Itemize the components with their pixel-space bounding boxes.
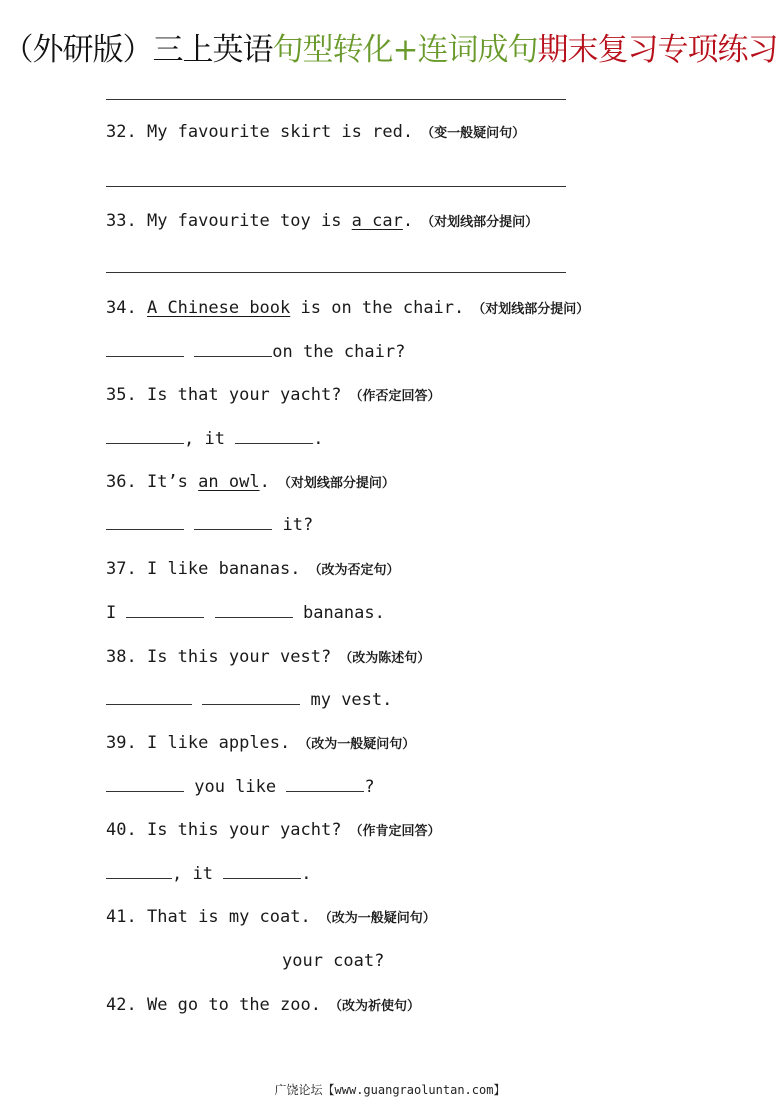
blank[interactable] bbox=[202, 690, 300, 705]
question-instruction: （作肯定回答） bbox=[349, 824, 441, 839]
answer-text: your coat? bbox=[282, 951, 385, 971]
question-40 bbox=[106, 820, 440, 840]
answer-text: , it bbox=[184, 429, 236, 449]
question-number: 38. bbox=[106, 647, 137, 667]
answer-text: I bbox=[106, 603, 127, 623]
question-number: 35. bbox=[106, 385, 137, 405]
question-34 bbox=[106, 298, 589, 318]
blank[interactable] bbox=[126, 603, 204, 618]
question-instruction: （作否定回答） bbox=[349, 389, 441, 404]
question-text: That is my coat. bbox=[146, 907, 311, 927]
title-part-1: （外研版）三上英语 bbox=[2, 32, 273, 68]
question-text-end: . bbox=[402, 211, 414, 231]
answer-text-end: . bbox=[313, 429, 324, 449]
question-instruction: （对划线部分提问） bbox=[421, 215, 539, 230]
underlined-phrase: a car bbox=[351, 211, 403, 231]
answer-line bbox=[106, 186, 566, 187]
question-42 bbox=[106, 995, 420, 1015]
question-text: Is that your yacht? bbox=[146, 385, 342, 405]
blank[interactable] bbox=[215, 603, 293, 618]
underlined-phrase: an owl bbox=[198, 472, 260, 492]
question-39 bbox=[106, 733, 415, 753]
answer-text-end: bananas. bbox=[292, 603, 385, 623]
answer-text: my vest. bbox=[300, 690, 393, 710]
footer-source: 广饶论坛【www.guangraoluntan.com】 bbox=[274, 1083, 506, 1097]
question-number: 39. bbox=[106, 733, 137, 753]
blank[interactable] bbox=[223, 864, 301, 879]
blank[interactable] bbox=[235, 429, 313, 444]
question-instruction: （对划线部分提问） bbox=[472, 302, 590, 317]
answer-37 bbox=[106, 603, 385, 623]
question-text: Is this your vest? bbox=[146, 647, 332, 667]
question-text: is on the chair. bbox=[290, 298, 465, 318]
blank[interactable] bbox=[106, 515, 184, 530]
answer-text: on the chair? bbox=[272, 342, 406, 362]
question-instruction: （对划线部分提问） bbox=[277, 476, 395, 491]
answer-38 bbox=[106, 690, 392, 710]
question-35 bbox=[106, 385, 440, 405]
blank[interactable] bbox=[194, 342, 272, 357]
question-38 bbox=[106, 647, 430, 667]
question-number: 41. bbox=[106, 907, 137, 927]
blank[interactable] bbox=[106, 864, 172, 879]
question-number: 37. bbox=[106, 559, 137, 579]
question-text: My favourite skirt is red. bbox=[146, 122, 414, 142]
answer-39 bbox=[106, 777, 375, 797]
question-text: I like bananas. bbox=[146, 559, 301, 579]
underlined-phrase: A Chinese book bbox=[146, 298, 291, 318]
answer-text: , it bbox=[172, 864, 224, 884]
answer-41 bbox=[282, 951, 384, 971]
question-number: 33. bbox=[106, 211, 137, 231]
answer-text: it? bbox=[272, 515, 314, 535]
question-text: We go to the zoo. bbox=[146, 995, 321, 1015]
blank[interactable] bbox=[106, 777, 184, 792]
question-instruction: （改为一般疑问句） bbox=[318, 911, 436, 926]
question-number: 32. bbox=[106, 122, 137, 142]
blank[interactable] bbox=[106, 342, 184, 357]
question-instruction: （改为否定句） bbox=[308, 563, 400, 578]
question-text-end: . bbox=[259, 472, 270, 492]
answer-line bbox=[106, 99, 566, 100]
question-instruction: （变一般疑问句） bbox=[421, 126, 526, 141]
question-32 bbox=[106, 122, 525, 142]
blank[interactable] bbox=[106, 690, 192, 705]
question-41 bbox=[106, 907, 436, 927]
question-text: I like apples. bbox=[146, 733, 291, 753]
title-part-2: 句型转化+连词成句 bbox=[272, 32, 538, 68]
blank[interactable] bbox=[106, 429, 184, 444]
question-instruction: （改为陈述句） bbox=[339, 651, 431, 666]
question-number: 40. bbox=[106, 820, 137, 840]
question-text: It’s bbox=[146, 472, 199, 492]
question-37 bbox=[106, 559, 400, 579]
page-title bbox=[0, 24, 780, 69]
answer-line bbox=[106, 272, 566, 273]
answer-text-end: . bbox=[301, 864, 312, 884]
answer-35 bbox=[106, 429, 323, 449]
title-part-3: 期末复习专项练习 bbox=[537, 32, 778, 68]
answer-34 bbox=[106, 342, 405, 362]
question-instruction: （改为一般疑问句） bbox=[298, 737, 416, 752]
answer-text-end: ? bbox=[364, 777, 375, 797]
blank[interactable] bbox=[194, 515, 272, 530]
question-number: 42. bbox=[106, 995, 137, 1015]
answer-40 bbox=[106, 864, 311, 884]
answer-text: you like bbox=[184, 777, 287, 797]
answer-36 bbox=[106, 515, 313, 535]
question-number: 36. bbox=[106, 472, 137, 492]
question-instruction: （改为祈使句） bbox=[328, 999, 420, 1014]
blank[interactable] bbox=[286, 777, 364, 792]
question-36 bbox=[106, 472, 395, 492]
question-text: My favourite toy is bbox=[146, 211, 352, 231]
question-number: 34. bbox=[106, 298, 137, 318]
question-text: Is this your yacht? bbox=[146, 820, 342, 840]
question-33 bbox=[106, 211, 538, 231]
